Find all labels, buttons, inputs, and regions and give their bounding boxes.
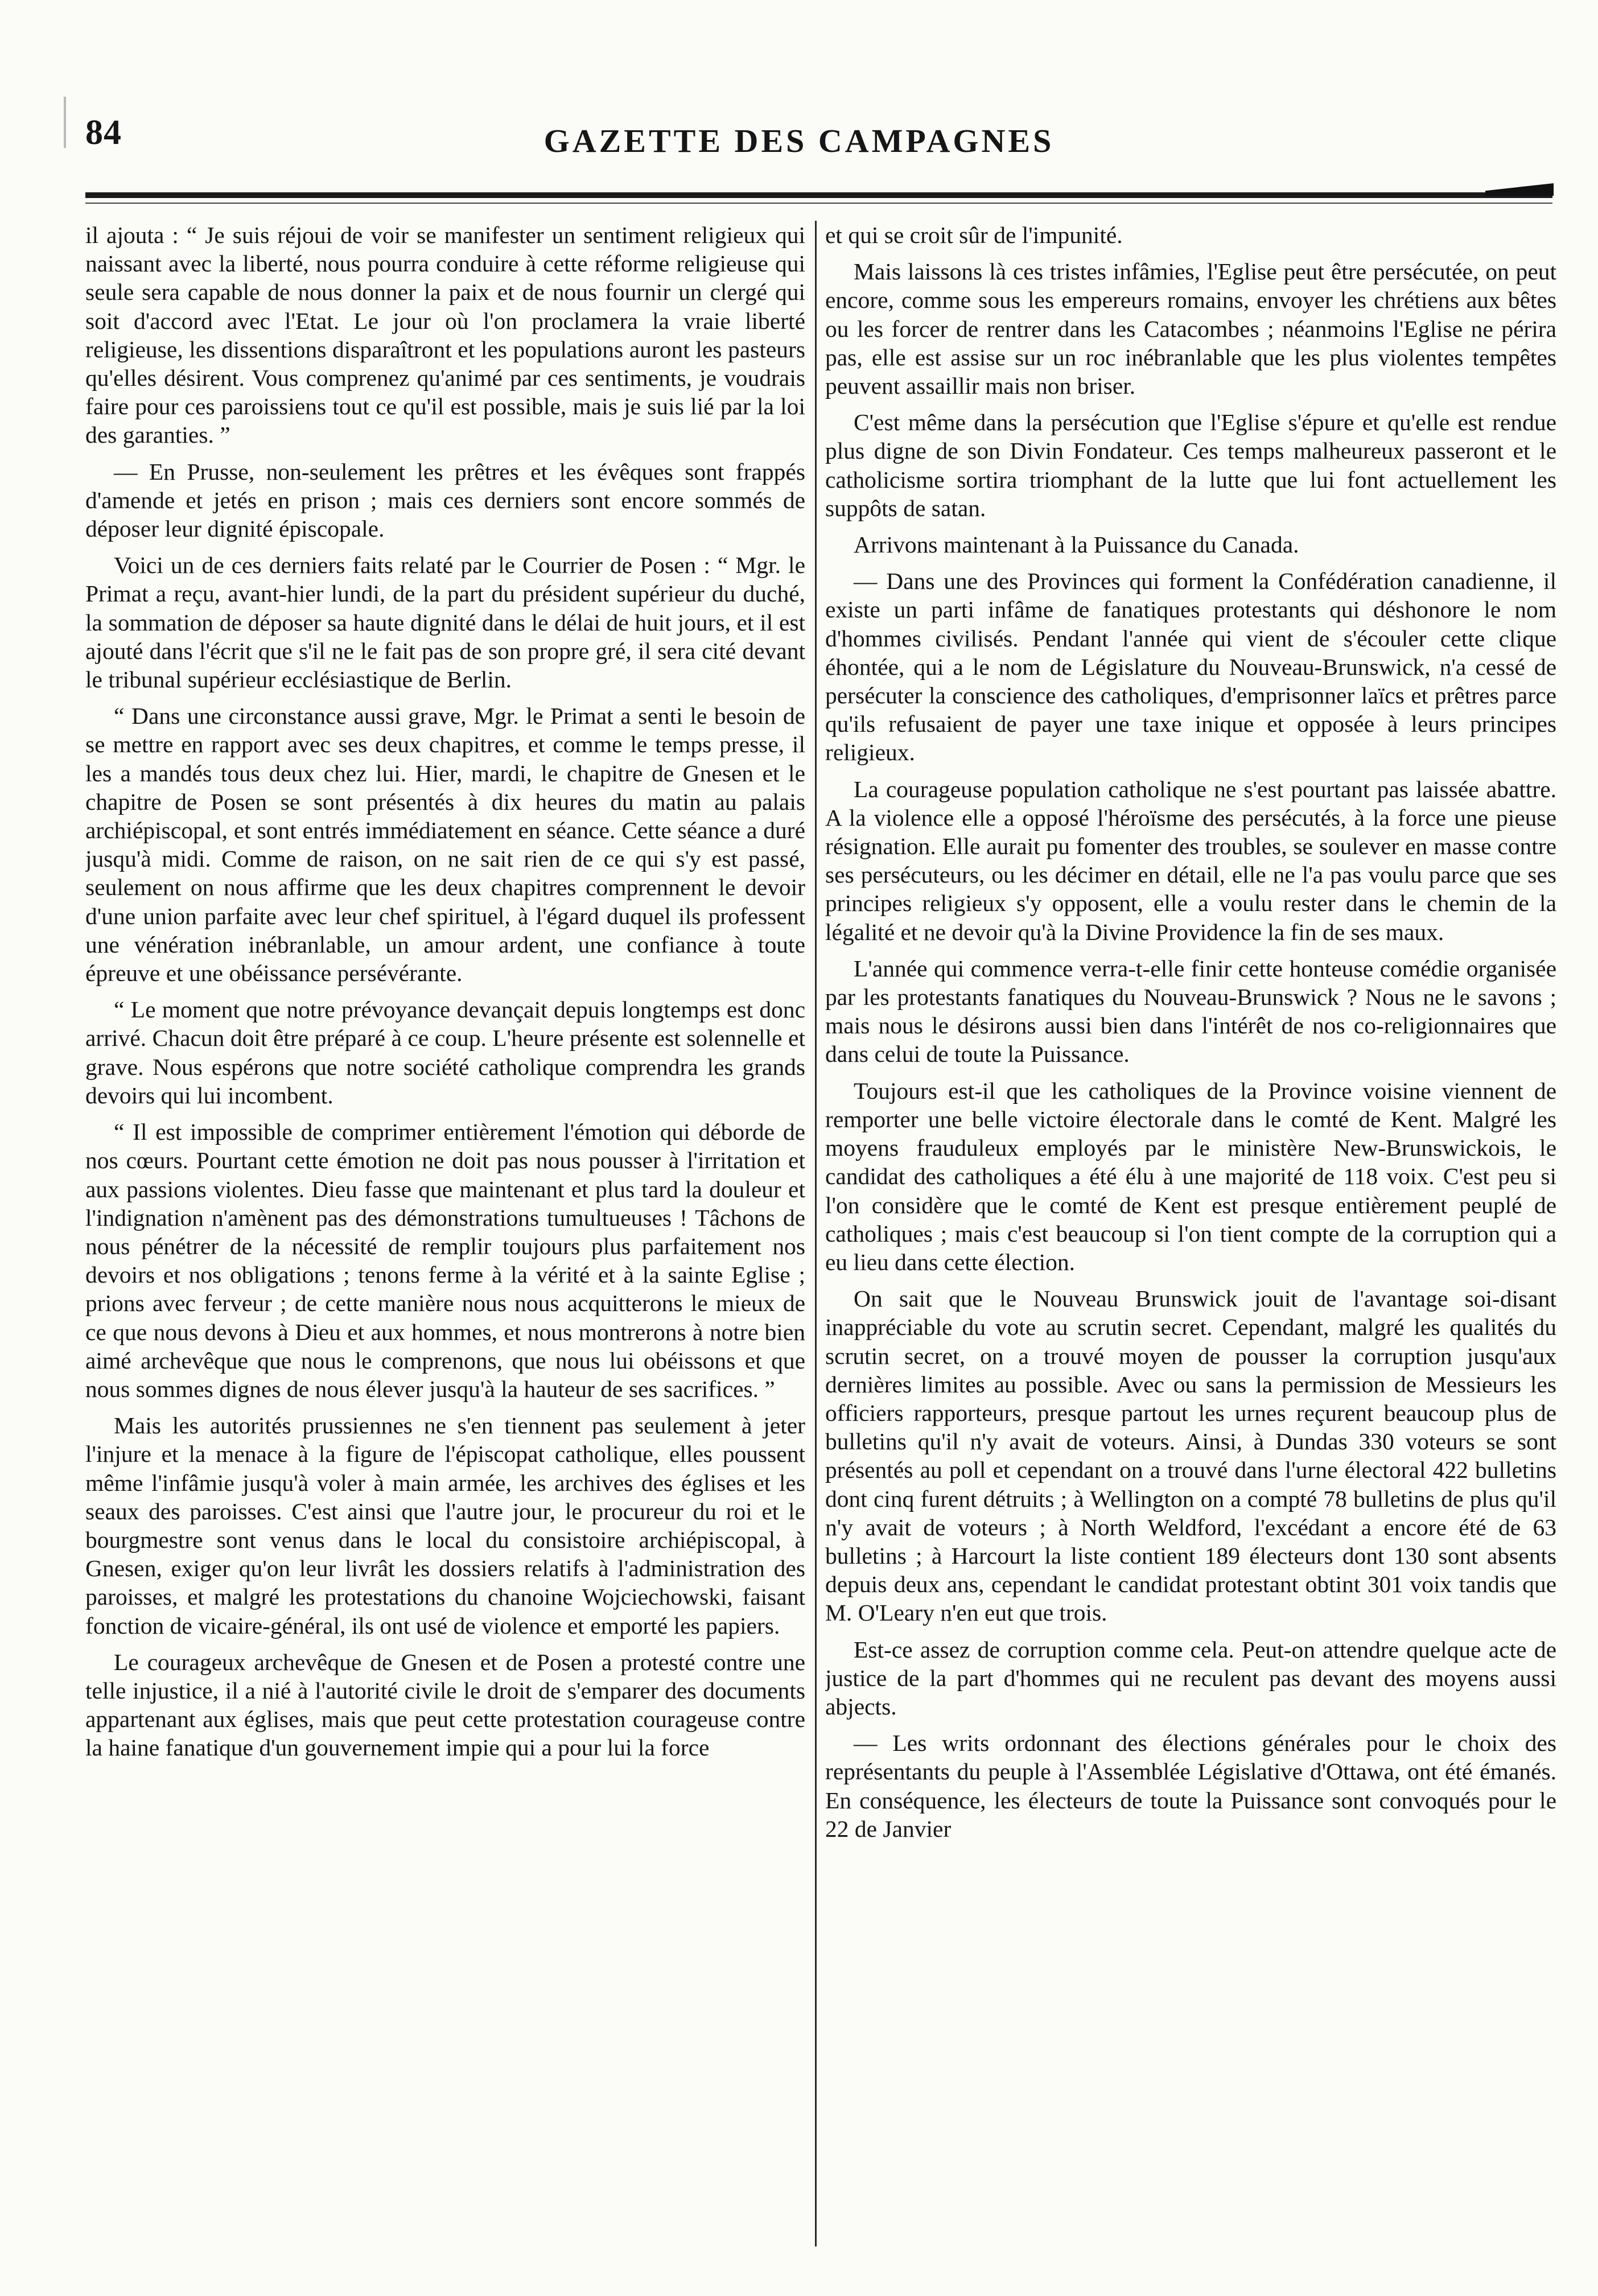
header-rule-thin bbox=[85, 203, 1552, 204]
paragraph: — Les writs ordonnant des élections générales pour le choix des représentants du peuple à l'Assemblée Législative d'Ottawa, ont été émanés. En conséquence, les électeurs de toute la Puissance sont convoqués pour le 22 de Janvier bbox=[825, 1730, 1556, 1842]
paragraph: “ Le moment que notre prévoyance devançait depuis longtemps est donc arrivé. Chacun doit être préparé à ce coup. L'heure présente est solennelle et grave. Nous espérons que notre société catholique comprendra les grands devoirs qui lui incombent. bbox=[85, 996, 805, 1108]
paragraph: il ajouta : “ Je suis réjoui de voir se manifester un sentiment religieux qui naissant avec la liberté, nous pourra conduire à cette réforme religieuse qui seule sera capable de nous donner la paix et de nous fournir un clergé qui soit d'accord avec l'Etat. Le jour où l'on proclamera la vraie liberté religieuse, les dissentions disparaîtront et les populations auront les pasteurs qu'elles désirent. Vous comprenez qu'animé par ces sentiments, je voudrais faire pour ces paroissiens tout ce qu'il est possible, mais je suis lié par la loi des garanties. ” bbox=[85, 222, 805, 448]
paragraph: Toujours est-il que les catholiques de la Province voisine viennent de remporter une belle victoire électorale dans le comté de Kent. Malgré les moyens frauduleux employés par le ministère New-Brunswickois, le candidat des catholiques a été élu à une majorité de 118 voix. C'est peu si l'on considère que le comté de Kent est presque entièrement peuplé de catholiques ; mais c'est beaucoup si l'on tient compte de la corruption qui a eu lieu dans cette élection. bbox=[825, 1077, 1556, 1275]
paragraph: Mais laissons là ces tristes infâmies, l'Eglise peut être persécutée, on peut encore, comme sous les empereurs romains, envoyer les chrétiens aux bêtes ou les forcer de rentrer dans les Catacombes ; néanmoins l'Eglise ne périra pas, elle est assise sur un roc inébranlable que les plus violentes tempêtes peuvent assaillir mais non briser. bbox=[825, 258, 1556, 399]
paragraph: — En Prusse, non-seulement les prêtres et les évêques sont frappés d'amende et jetés en prison ; mais ces derniers sont encore sommés de déposer leur dignité épiscopale. bbox=[85, 458, 805, 542]
paragraph: L'année qui commence verra-t-elle finir cette honteuse comédie organisée par les protestants fanatiques du Nouveau-Brunswick ? Nous ne le savons ; mais nous le désirons aussi bien dans l'intérêt de nos co-religionnaires que dans celui de toute la Puissance. bbox=[825, 955, 1556, 1067]
paragraph: On sait que le Nouveau Brunswick jouit de l'avantage soi-disant inappréciable du vote au scrutin secret. Cependant, malgré les qualités du scrutin secret, on a trouvé moyen de pousser la corruption jusqu'aux dernières limites au possible. Avec ou sans la permission de Messieurs les officiers rapporteurs, presque partout les urnes reçurent beaucoup plus de bulletins qu'il n'y avait de voteurs. Ainsi, à Dundas 330 voteurs se sont présentés au poll et cependant on a trouvé dans l'urne électoral 422 bulletins dont cinq furent détruits ; à Wellington on a compté 78 bulletins de plus qu'il n'y avait de voteurs ; à North Weldford, l'excédant a encore été de 63 bulletins ; à Harcourt la liste contient 189 électeurs dont 130 sont absents depuis deux ans, cependant le candidat protestant obtint 301 voix tandis que M. O'Leary n'en eut que trois. bbox=[825, 1285, 1556, 1626]
paragraph: Le courageux archevêque de Gnesen et de Posen a protesté contre une telle injustice, il a nié à l'autorité civile le droit de s'emparer des documents appartenant aux églises, mais que peut cette protestation courageuse contre la haine fanatique d'un gouvernement impie qui a pour lui la force bbox=[85, 1648, 805, 1761]
paragraph: Est-ce assez de corruption comme cela. Peut-on attendre quelque acte de justice de la part d'hommes qui ne reculent pas devant des moyens aussi abjects. bbox=[825, 1636, 1556, 1720]
paragraph: “ Dans une circonstance aussi grave, Mgr. le Primat a senti le besoin de se mettre en rapport avec ses deux chapitres, et comme le temps presse, il les a mandés tous deux chez lui. Hier, mardi, le chapitre de Gnesen et le chapitre de Posen se sont présentés à dix heures du matin au palais archiépiscopal, et sont entrés immédiatement en séance. Cette séance a duré jusqu'à midi. Comme de raison, on ne sait rien de ce qui s'y est passé, seulement on nous affirme que les deux chapitres comprennent le devoir d'une union parfaite avec leur chef spirituel, à l'égard duquel ils professent une vénération inébranlable, un amour ardent, une confiance à toute épreuve et une obéissance persévérante. bbox=[85, 703, 805, 987]
paragraph: et qui se croit sûr de l'impunité. bbox=[825, 222, 1123, 248]
paragraph: — Dans une des Provinces qui forment la Confédération canadienne, il existe un parti infâme de fanatiques protestants qui déshonore le nom d'hommes civilisés. Pendant l'année qui vient de s'écouler cette clique éhontée, qui a le nom de Législature du Nouveau-Brunswick, n'a cessé de persécuter la conscience des catholiques, d'emprisonner laïcs et prêtres parce qu'ils refusaient de payer une taxe inique et opposée à leurs principes religieux. bbox=[825, 568, 1556, 766]
right-column bbox=[825, 221, 1556, 2246]
page-number: 84 bbox=[85, 113, 122, 152]
column-divider bbox=[815, 221, 817, 2246]
paragraph: Arrivons maintenant à la Puissance du Canada. bbox=[854, 531, 1299, 558]
paragraph: La courageuse population catholique ne s'est pourtant pas laissée abattre. A la violence elle a opposé l'héroïsme des persécutés, à la force une pieuse résignation. Elle aurait pu fomenter des troubles, se soulever en masse contre ses persécuteurs, ou les décimer en détail, elle ne l'a pas voulu parce que ses principes religieux s'y opposent, elle a voulu rester dans le chemin de la légalité et ne devoir qu'à la Divine Providence la fin de ses maux. bbox=[825, 776, 1556, 945]
header-rule-ink-mark bbox=[1485, 183, 1554, 196]
paragraph: Mais les autorités prussiennes ne s'en tiennent pas seulement à jeter l'injure et la menace à la figure de l'épiscopat catholique, elles poussent même l'infâmie jusqu'à voler à main armée, les archives des églises et les seaux des paroisses. C'est ainsi que l'autre jour, le procureur du roi et le bourgmestre sont venus dans le local du consistoire archiépiscopal, à Gnesen, exiger qu'on leur livrât les dossiers relatifs à l'administration des paroisses, et malgré les protestations du chanoine Wojciechowski, faisant fonction de vicaire-général, ils ont usé de violence et emporté les papiers. bbox=[85, 1412, 805, 1639]
paragraph: C'est même dans la persécution que l'Eglise s'épure et qu'elle est rendue plus digne de son Divin Fondateur. Ces temps malheureux passeront et le catholicisme sortira triomphant de la lutte que lui font actuellement les suppôts de satan. bbox=[825, 409, 1556, 521]
running-head: GAZETTE DES CAMPAGNES bbox=[543, 122, 1055, 159]
paragraph: Voici un de ces derniers faits relaté par le Courrier de Posen : “ Mgr. le Primat a reçu, avant-hier lundi, de la part du président supérieur du duché, la sommation de déposer sa haute dignité dans le délai de huit jours, et il est ajouté dans l'écrit que s'il ne le fait pas de son propre gré, il sera cité devant le tribunal supérieur ecclésiastique de Berlin. bbox=[85, 552, 805, 693]
paragraph: “ Il est impossible de comprimer entièrement l'émotion qui déborde de nos cœurs. Pourtant cette émotion ne doit pas nous pousser à l'irritation et aux passions violentes. Dieu fasse que maintenant et plus tard la douleur et l'indignation n'amènent pas des démonstrations tumultueuses ! Tâchons de nous pénétrer de la nécessité de remplir toujours plus parfaitement nos devoirs et nos obligations ; tenons ferme à la vérité et à la sainte Eglise ; prions avec ferveur ; de cette manière nous nous acquitterons le mieux de ce que nous devons à Dieu et aux hommes, et nous montrerons à notre bien aimé archevêque que nous le comprenons, que nous lui obéissons et que nous sommes dignes de nous élever jusqu'à la hauteur de ses sacrifices. ” bbox=[85, 1119, 805, 1402]
left-column bbox=[85, 221, 805, 2246]
header-rule bbox=[85, 192, 1552, 198]
